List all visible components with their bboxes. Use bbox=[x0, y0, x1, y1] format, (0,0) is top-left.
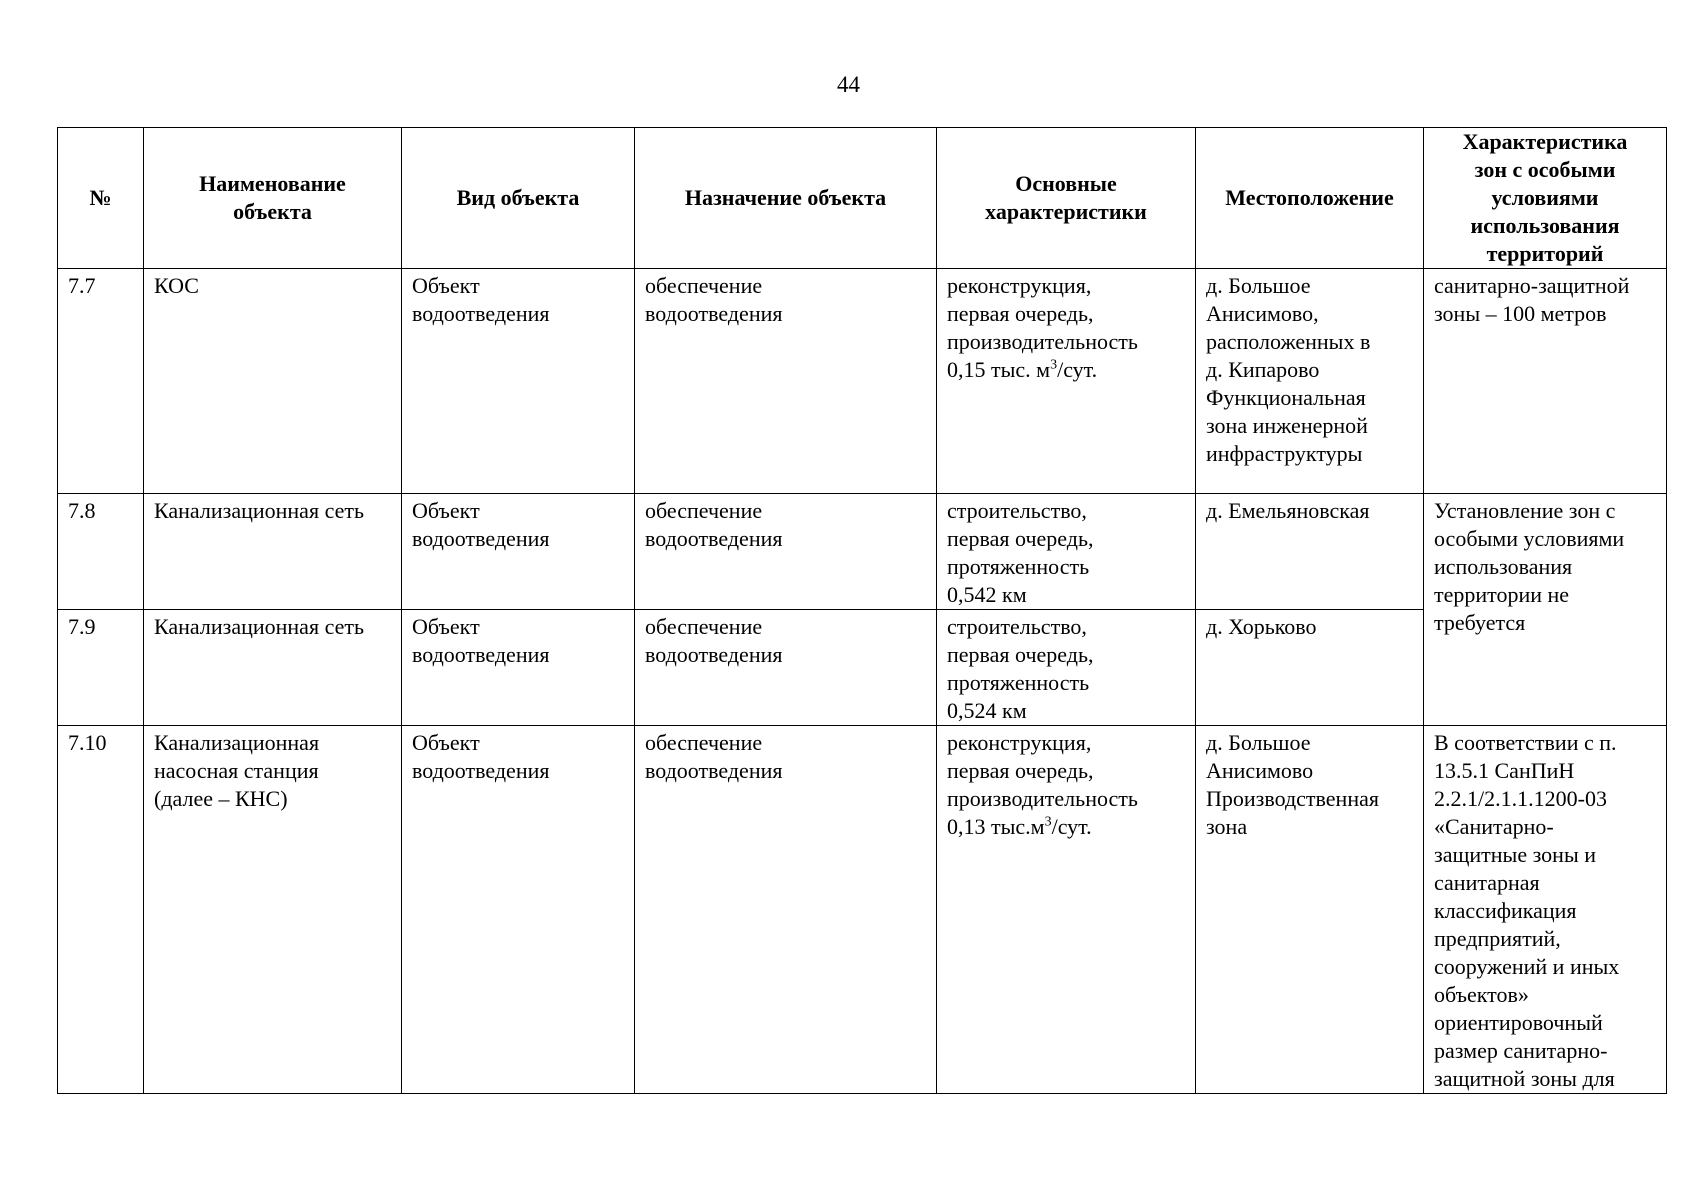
cell-location: д. Большое Анисимово, расположенных в д. Кипарово Функциональная зона инженерной инфраструктуры bbox=[1196, 269, 1424, 494]
table-row bbox=[58, 269, 1667, 494]
cell-type: Объект водоотведения bbox=[402, 610, 635, 726]
cell-name: Канализационная сеть bbox=[144, 494, 402, 610]
header-zone-characteristics: Характеристика зон с особыми условиями использования территорий bbox=[1424, 128, 1667, 269]
table-row bbox=[58, 726, 1667, 1094]
cell-zone: В соответствии с п. 13.5.1 СанПиН 2.2.1/2.1.1.1200-03 «Санитарно- защитные зоны и санитарная классификация предприятий, сооружений и иных объектов» ориентировочный размер санитарно- защитной зоны для bbox=[1424, 726, 1667, 1094]
header-location: Местоположение bbox=[1196, 128, 1424, 269]
header-object-purpose: Назначение объекта bbox=[635, 128, 937, 269]
cell-type: Объект водоотведения bbox=[402, 494, 635, 610]
cell-number: 7.8 bbox=[58, 494, 144, 610]
header-main-characteristics: Основные характеристики bbox=[937, 128, 1196, 269]
cell-zone: санитарно-защитной зоны – 100 метров bbox=[1424, 269, 1667, 494]
cell-location: д. Большое Анисимово Производственная зона bbox=[1196, 726, 1424, 1094]
cell-purpose: обеспечение водоотведения bbox=[635, 610, 937, 726]
header-object-name: Наименование объекта bbox=[144, 128, 402, 269]
cell-specs: реконструкция, первая очередь, производительность 0,15 тыс. $м^3$/сут. bbox=[937, 269, 1196, 494]
cell-type: Объект водоотведения bbox=[402, 269, 635, 494]
cell-name: Канализационная насосная станция (далее – КНС) bbox=[144, 726, 402, 1094]
table-row bbox=[58, 494, 1667, 610]
header-number: № bbox=[58, 128, 144, 269]
cell-location: д. Хорьково bbox=[1196, 610, 1424, 726]
cell-type: Объект водоотведения bbox=[402, 726, 635, 1094]
cell-location: д. Емельяновская bbox=[1196, 494, 1424, 610]
cell-purpose: обеспечение водоотведения bbox=[635, 494, 937, 610]
cell-specs: строительство, первая очередь, протяженность 0,524 км bbox=[937, 610, 1196, 726]
cell-purpose: обеспечение водоотведения bbox=[635, 269, 937, 494]
cell-specs: строительство, первая очередь, протяженность 0,542 км bbox=[937, 494, 1196, 610]
table-header-row bbox=[58, 128, 1667, 269]
cell-specs: реконструкция, первая очередь, производительность 0,13 $тыс.м^3$/сут. bbox=[937, 726, 1196, 1094]
cell-zone: Установление зон с особыми условиями использования территории не требуется bbox=[1424, 494, 1667, 726]
cell-name: Канализационная сеть bbox=[144, 610, 402, 726]
cell-purpose: обеспечение водоотведения bbox=[635, 726, 937, 1094]
cell-name: КОС bbox=[144, 269, 402, 494]
cell-number: 7.10 bbox=[58, 726, 144, 1094]
cell-number: 7.7 bbox=[58, 269, 144, 494]
cell-number: 7.9 bbox=[58, 610, 144, 726]
header-object-type: Вид объекта bbox=[402, 128, 635, 269]
objects-table bbox=[57, 127, 1667, 1094]
page-number: 44 bbox=[837, 72, 860, 97]
